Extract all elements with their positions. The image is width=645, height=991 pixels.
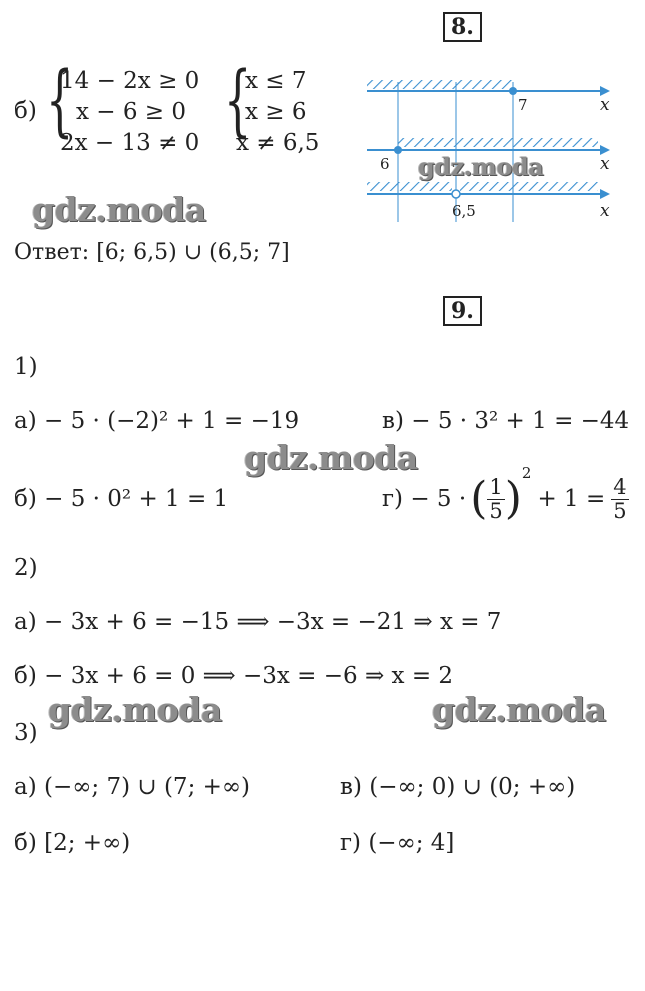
system-brace-left: {: [46, 56, 74, 146]
answer-3a: а) (−∞; 7) ∪ (7; +∞): [14, 774, 251, 800]
answer-2b: б) − 3x + 6 = 0 ⟹ −3x = −6 ⇒ x = 2: [14, 663, 454, 689]
axis-label-x-2: x: [600, 154, 610, 174]
fraction-one-fifth: [487, 476, 504, 521]
open-paren: (: [470, 473, 488, 524]
point-6-5: [452, 190, 460, 198]
arrow-line3: [600, 189, 610, 199]
hatch-line1: [367, 80, 513, 89]
axis-label-x-3: x: [600, 201, 610, 221]
part-label-3: 3): [14, 720, 38, 746]
point-7: [509, 87, 517, 95]
label-7: 7: [518, 96, 528, 114]
result-numerator: 4: [613, 475, 627, 500]
part-label-b: б): [14, 98, 37, 124]
answer-1v: в) − 5 · 3² + 1 = −44: [382, 408, 630, 434]
close-paren: ): [504, 473, 522, 524]
answer-1g-prefix: г) − 5 ·: [382, 485, 467, 512]
label-6: 6: [380, 155, 390, 173]
system-brace-right: {: [224, 56, 252, 146]
answer-2a: а) − 3x + 6 = −15 ⟹ −3x = −21 ⇒ x = 7: [14, 609, 502, 635]
axis-label-x-1: x: [600, 95, 610, 115]
answer-3b: б) [2; +∞): [14, 830, 131, 856]
part-label-2: 2): [14, 555, 38, 581]
system1-line1: 14 − 2x ≥ 0: [60, 68, 200, 94]
watermark-1: gdz.moda: [32, 190, 206, 229]
answer-8: Ответ: [6; 6,5) ∪ (6,5; 7]: [14, 240, 290, 265]
answer-1a: а) − 5 · (−2)² + 1 = −19: [14, 408, 300, 434]
system2-line1: x ≤ 7: [245, 68, 307, 94]
system2-line2: x ≥ 6: [245, 99, 307, 125]
number-line-diagram: [362, 70, 617, 230]
watermark-3: gdz.moda: [48, 690, 222, 729]
part-label-1: 1): [14, 354, 38, 380]
answer-3v: в) (−∞; 0) ∪ (0; +∞): [340, 774, 576, 800]
label-6-5: 6,5: [452, 202, 476, 220]
answer-1g: [382, 464, 629, 534]
watermark-4: gdz.moda: [432, 690, 606, 729]
exercise-number-8: 8.: [443, 12, 482, 42]
fraction-result: [611, 476, 628, 521]
hatch-line2: [398, 138, 598, 147]
answer-1g-mid: + 1 =: [537, 485, 606, 512]
exponent: 2: [521, 464, 532, 482]
frac-numerator: 1: [489, 475, 503, 500]
hatch-line3-left: [367, 182, 452, 191]
system1-line2: x − 6 ≥ 0: [76, 99, 187, 125]
frac-denominator: 5: [489, 498, 503, 523]
result-denominator: 5: [613, 498, 627, 523]
exercise-number-9: 9.: [443, 296, 482, 326]
system1-line3: 2x − 13 ≠ 0: [60, 130, 200, 156]
system2-line3: x ≠ 6,5: [236, 130, 320, 156]
watermark-diagram: gdz.moda: [418, 152, 544, 181]
point-6: [394, 146, 402, 154]
watermark-2: gdz.moda: [244, 438, 418, 477]
answer-3g: г) (−∞; 4]: [340, 830, 455, 856]
hatch-line3-right: [460, 182, 598, 191]
answer-1b: б) − 5 · 0² + 1 = 1: [14, 486, 229, 512]
